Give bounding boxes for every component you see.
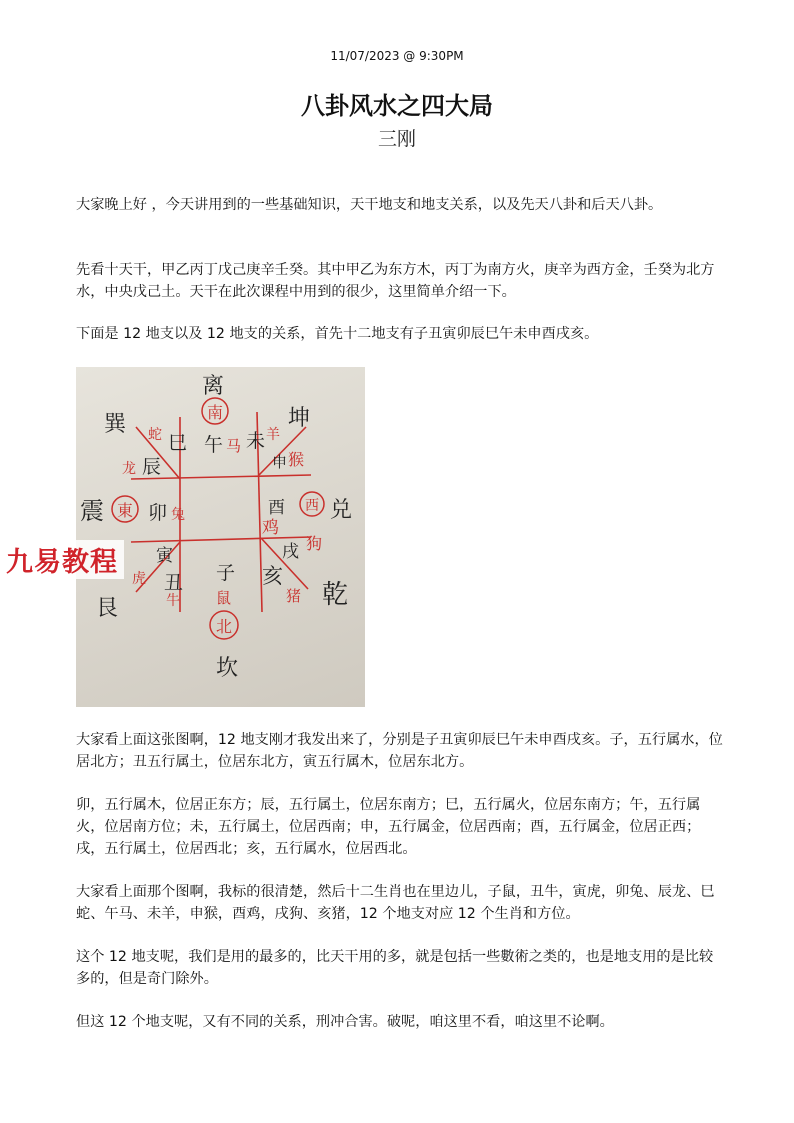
zodiac-rooster: 鸡: [262, 518, 279, 538]
diagram-drawing: [76, 367, 365, 707]
branch-shen: 申: [272, 453, 288, 471]
trigram-qian: 乾: [322, 580, 349, 610]
zodiac-ox: 牛: [166, 593, 180, 609]
trigram-gen: 艮: [96, 596, 119, 621]
zodiac-snake: 蛇: [148, 427, 162, 443]
branch-chou: 丑: [164, 572, 184, 594]
branch-you: 酉: [268, 498, 285, 518]
author-name: 三刚: [377, 128, 416, 150]
direction-north: 北: [216, 617, 233, 636]
zodiac-rat: 鼠: [216, 589, 232, 607]
trigram-li: 离: [202, 374, 225, 399]
trigram-kan: 坎: [216, 656, 239, 681]
direction-south: 南: [207, 403, 224, 422]
trigram-kun: 坤: [288, 406, 311, 431]
branch-hai: 亥: [262, 564, 283, 588]
paragraph-2: 先看十天干，甲乙丙丁戊己庚辛壬癸。其中甲乙为东方木，丙丁为南方火，庚辛为西方金，壬癸为北方水，中央戊己土。天干在此次课程中用到的很少，这里简单介绍一下。: [76, 262, 715, 300]
zodiac-monkey: 猴: [288, 450, 305, 469]
branch-zi: 子: [216, 562, 236, 584]
trigram-dui: 兑: [330, 498, 353, 523]
branch-wu: 午: [204, 434, 224, 456]
direction-east: 東: [117, 501, 134, 520]
zodiac-dragon: 龙: [122, 461, 136, 477]
page-title: 八卦风水之四大局: [301, 92, 493, 120]
branch-yin: 寅: [156, 546, 173, 566]
branch-xu: 戌: [282, 542, 299, 562]
paragraph-8: 但这 12 个地支呢，又有不同的关系，刑冲合害。破呢，咱这里不看，咱这里不论啊。: [76, 1014, 614, 1030]
zodiac-horse: 马: [226, 437, 242, 455]
paragraph-1: 大家晚上好 ，今天讲用到的一些基础知识，天干地支和地支关系，以及先天八卦和后天八卦。: [76, 197, 663, 213]
branch-wei: 未: [246, 430, 266, 452]
zodiac-dog: 狗: [306, 534, 323, 553]
zodiac-tiger: 虎: [132, 571, 146, 587]
zodiac-sheep: 羊: [266, 427, 280, 443]
watermark-logo: 九易教程: [4, 540, 124, 579]
date-stamp: 11/07/2023 @ 9:30PM: [330, 49, 464, 63]
direction-west: 西: [305, 498, 319, 514]
paragraph-5: 卯，五行属木，位居正东方；辰，五行属土，位居东南方；巳，五行属火，位居东南方；午，五行属火，位居南方位；未，五行属土，位居西南；申，五行属金，位居西南；酉，五行属金，位居正西；戌，五行属土，位居西北；亥，五行属水，位居西北。: [76, 797, 701, 857]
paragraph-6: 大家看上面那个图啊，我标的很清楚，然后十二生肖也在里边儿，子鼠，丑牛，寅虎，卯兔、辰龙、巳蛇、午马、未羊，申猴，酉鸡，戌狗、亥猪，12 个地支对应 12 个生肖和方位。: [76, 884, 715, 922]
trigram-xun: 巽: [104, 412, 127, 437]
earthly-branches-diagram-photo: [76, 367, 365, 707]
zodiac-pig: 猪: [286, 587, 302, 605]
branch-mao: 卯: [148, 502, 168, 524]
branch-si: 巳: [168, 432, 188, 454]
branch-chen: 辰: [142, 456, 162, 478]
paragraph-7: 这个 12 地支呢，我们是用的最多的，比天干用的多，就是包括一些數術之类的，也是地支用的是比较多的，但是奇门除外。: [76, 949, 714, 987]
paragraph-3: 下面是 12 地支以及 12 地支的关系，首先十二地支有子丑寅卯辰巳午未申酉戌亥。: [76, 326, 599, 342]
paragraph-4: 大家看上面这张图啊，12 地支刚才我发出来了，分别是子丑寅卯辰巳午未申酉戌亥。子，五行属水，位居北方；丑五行属土，位居东北方，寅五行属木，位居东北方。: [76, 732, 723, 770]
trigram-zhen: 震: [80, 497, 104, 525]
zodiac-rabbit: 兔: [171, 507, 185, 523]
